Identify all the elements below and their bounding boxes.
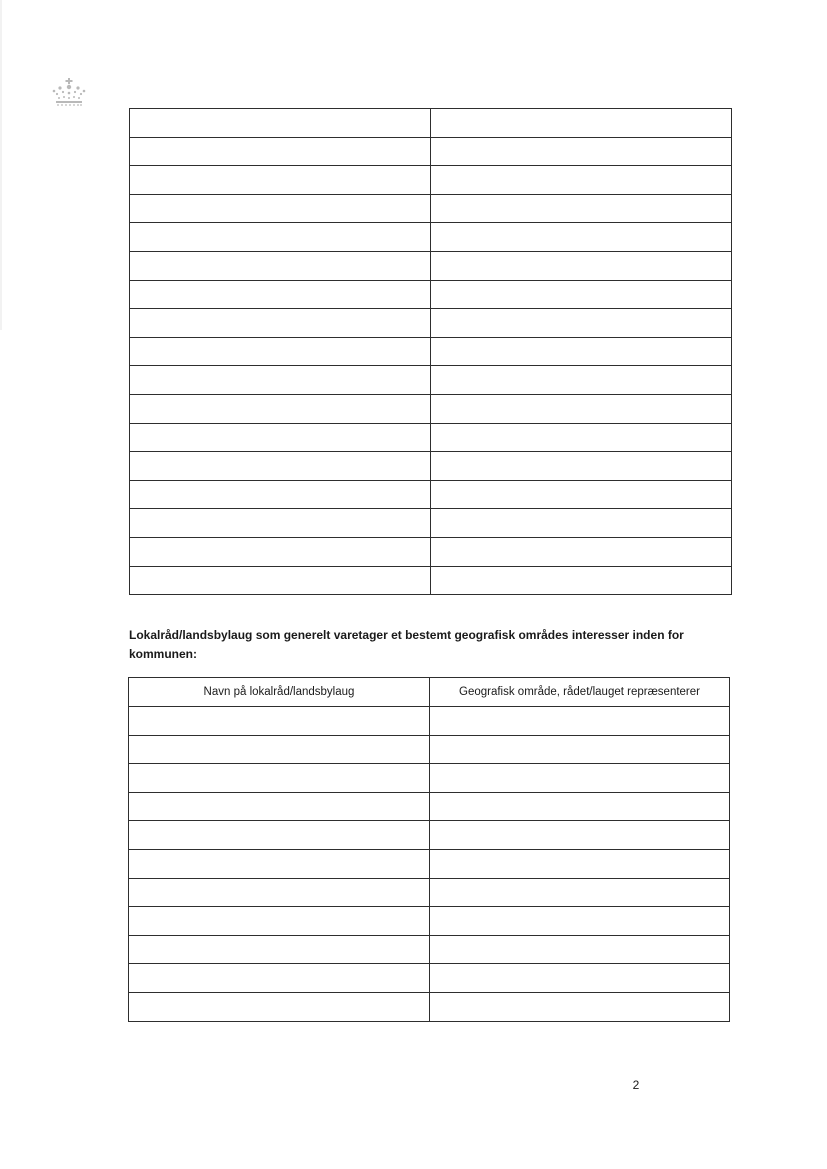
table-cell[interactable] bbox=[129, 735, 430, 764]
table-cell[interactable] bbox=[431, 452, 732, 481]
table-cell[interactable] bbox=[129, 964, 430, 993]
table-row bbox=[130, 251, 732, 280]
table-cell[interactable] bbox=[431, 194, 732, 223]
table-cell[interactable] bbox=[431, 480, 732, 509]
table-cell[interactable] bbox=[130, 166, 431, 195]
local-council-table bbox=[128, 677, 730, 1022]
table-row bbox=[130, 166, 732, 195]
column-header-area: Geografisk område, rådet/lauget repræsenterer bbox=[430, 678, 730, 707]
table-cell[interactable] bbox=[431, 166, 732, 195]
table-cell[interactable] bbox=[431, 309, 732, 338]
table-row bbox=[129, 878, 730, 907]
table-cell[interactable] bbox=[129, 935, 430, 964]
table-cell[interactable] bbox=[129, 878, 430, 907]
table-row bbox=[130, 280, 732, 309]
table-cell[interactable] bbox=[129, 707, 430, 736]
table-row bbox=[129, 849, 730, 878]
table-cell[interactable] bbox=[431, 566, 732, 595]
table-cell[interactable] bbox=[431, 280, 732, 309]
table-cell[interactable] bbox=[130, 366, 431, 395]
table-row bbox=[129, 992, 730, 1021]
table-cell[interactable] bbox=[431, 423, 732, 452]
table-cell[interactable] bbox=[130, 480, 431, 509]
table-cell[interactable] bbox=[130, 509, 431, 538]
table-row bbox=[130, 452, 732, 481]
table-header-row bbox=[129, 678, 730, 707]
table-cell[interactable] bbox=[431, 109, 732, 138]
table-row bbox=[129, 821, 730, 850]
table-cell[interactable] bbox=[430, 878, 730, 907]
table-cell[interactable] bbox=[430, 935, 730, 964]
table-cell[interactable] bbox=[130, 109, 431, 138]
page-number: 2 bbox=[632, 1078, 640, 1092]
table-row bbox=[129, 707, 730, 736]
table-cell[interactable] bbox=[129, 821, 430, 850]
table-row bbox=[129, 907, 730, 936]
table-cell[interactable] bbox=[129, 849, 430, 878]
table-cell[interactable] bbox=[430, 821, 730, 850]
section-heading: Lokalråd/landsbylaug som generelt varetager et bestemt geografisk områdes interesser inden for kommunen: bbox=[129, 628, 684, 661]
table-cell[interactable] bbox=[431, 251, 732, 280]
table-cell[interactable] bbox=[431, 509, 732, 538]
scan-edge bbox=[0, 0, 2, 330]
table-cell[interactable] bbox=[130, 566, 431, 595]
table-row bbox=[129, 764, 730, 793]
table-row bbox=[130, 480, 732, 509]
blank-table-top bbox=[129, 108, 732, 595]
table-cell[interactable] bbox=[431, 394, 732, 423]
table-row bbox=[130, 394, 732, 423]
table-row bbox=[130, 509, 732, 538]
table-row bbox=[130, 566, 732, 595]
table-cell[interactable] bbox=[431, 137, 732, 166]
table-row bbox=[130, 137, 732, 166]
column-header-name: Navn på lokalråd/landsbylaug bbox=[129, 678, 430, 707]
table-cell[interactable] bbox=[130, 223, 431, 252]
table-cell[interactable] bbox=[431, 337, 732, 366]
table-cell[interactable] bbox=[130, 280, 431, 309]
table-cell[interactable] bbox=[130, 309, 431, 338]
table-cell[interactable] bbox=[130, 194, 431, 223]
table-cell[interactable] bbox=[430, 849, 730, 878]
table-row bbox=[129, 964, 730, 993]
table-cell[interactable] bbox=[430, 992, 730, 1021]
table-cell[interactable] bbox=[130, 137, 431, 166]
crown-icon bbox=[50, 77, 88, 109]
table-cell[interactable] bbox=[129, 907, 430, 936]
table-row bbox=[130, 194, 732, 223]
table-cell[interactable] bbox=[130, 452, 431, 481]
table-row bbox=[130, 366, 732, 395]
table-cell[interactable] bbox=[130, 423, 431, 452]
table-row bbox=[130, 109, 732, 138]
table-row bbox=[130, 337, 732, 366]
table-row bbox=[130, 423, 732, 452]
table-cell[interactable] bbox=[129, 792, 430, 821]
table-cell[interactable] bbox=[430, 707, 730, 736]
table-cell[interactable] bbox=[130, 251, 431, 280]
table-cell[interactable] bbox=[130, 337, 431, 366]
table-cell[interactable] bbox=[430, 735, 730, 764]
table-row bbox=[129, 735, 730, 764]
table-cell[interactable] bbox=[129, 992, 430, 1021]
table-cell[interactable] bbox=[430, 964, 730, 993]
table-row bbox=[130, 309, 732, 338]
table-row bbox=[129, 935, 730, 964]
table-cell[interactable] bbox=[431, 223, 732, 252]
table-cell[interactable] bbox=[430, 907, 730, 936]
table-cell[interactable] bbox=[430, 764, 730, 793]
table-cell[interactable] bbox=[130, 537, 431, 566]
table-cell[interactable] bbox=[130, 394, 431, 423]
table-cell[interactable] bbox=[430, 792, 730, 821]
table-cell[interactable] bbox=[431, 366, 732, 395]
table-row bbox=[129, 792, 730, 821]
table-row bbox=[130, 223, 732, 252]
table-cell[interactable] bbox=[129, 764, 430, 793]
table-row bbox=[130, 537, 732, 566]
table-cell[interactable] bbox=[431, 537, 732, 566]
